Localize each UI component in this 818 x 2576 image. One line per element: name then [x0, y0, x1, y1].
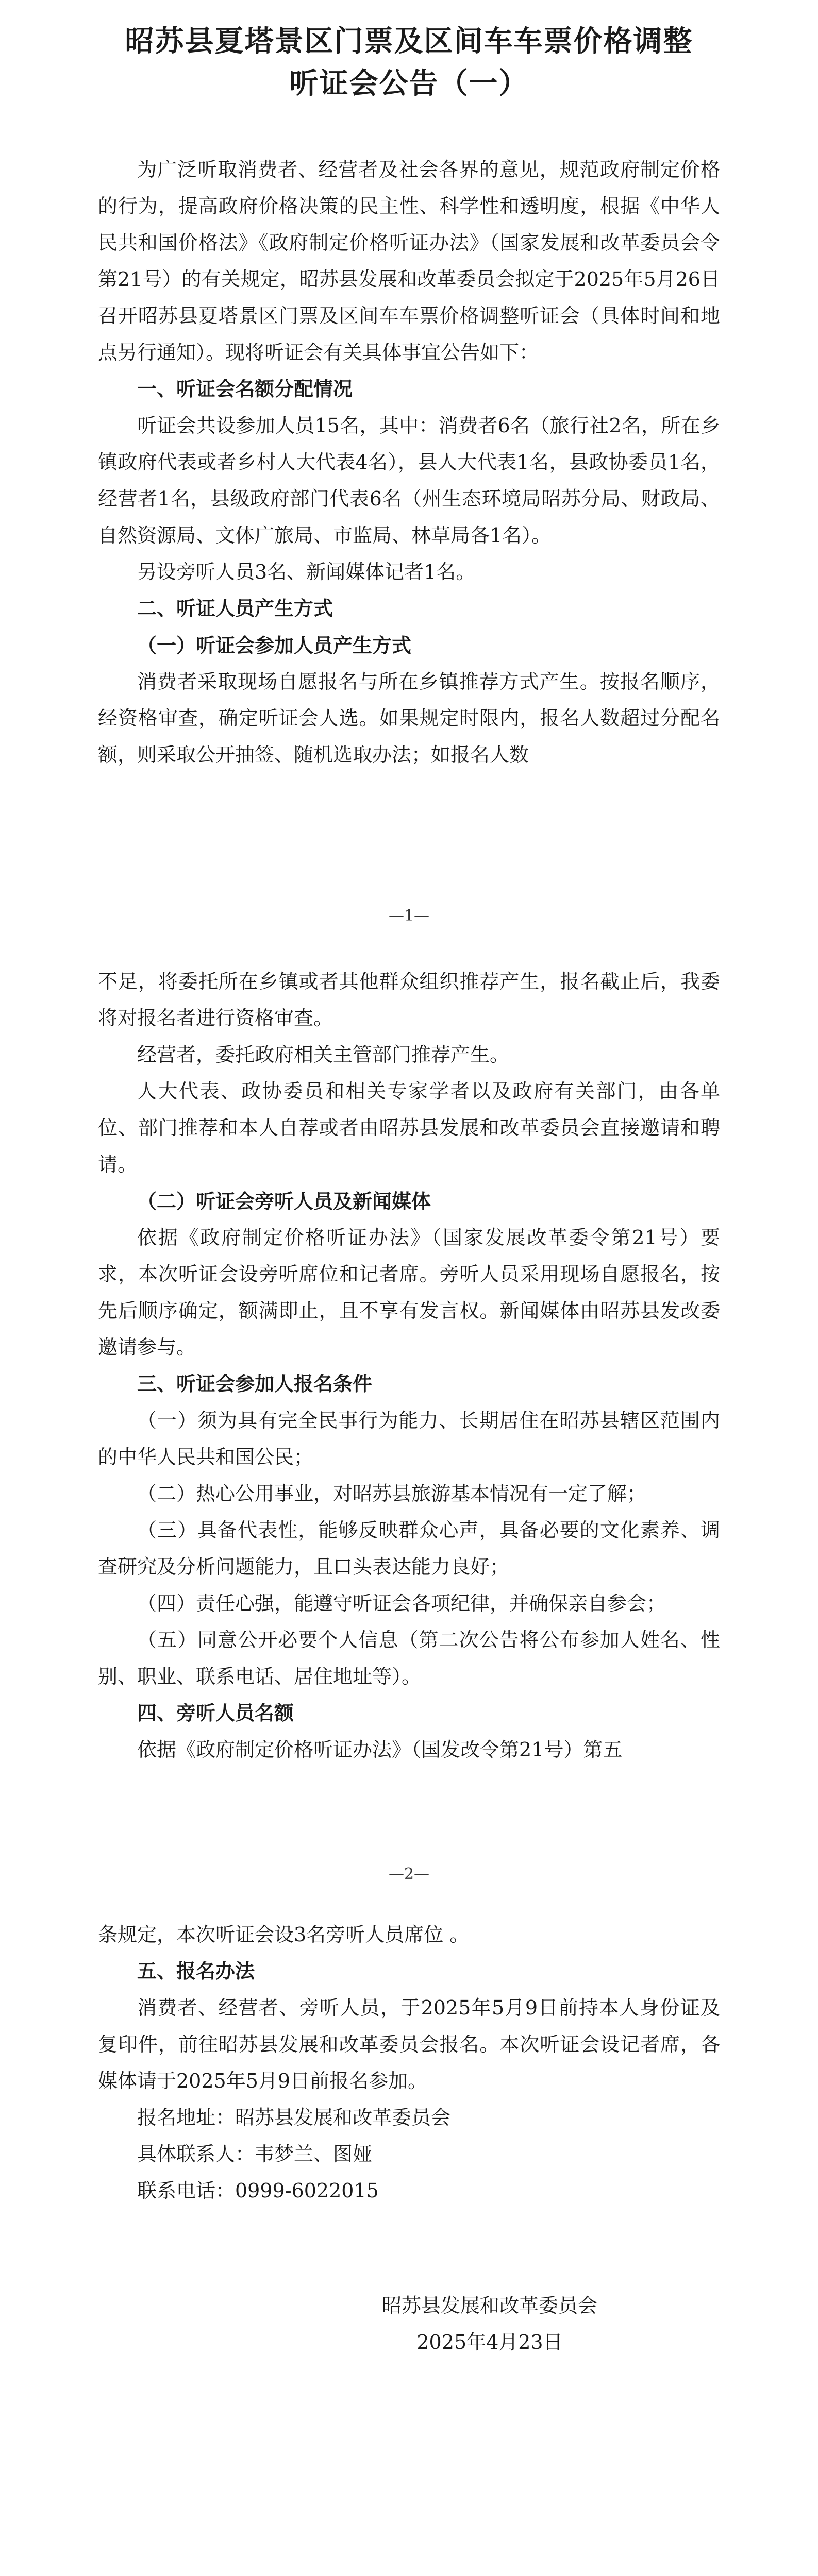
section-heading-5: 五、报名办法	[137, 1960, 255, 1982]
subsection-heading-2: （二）听证会旁听人员及新闻媒体	[137, 1190, 431, 1213]
quota-paragraph: 听证会共设参加人员15名，其中：消费者6名（旅行社2名，所在乡镇政府代表或者乡村人大代表4名），县人大代表1名，县政协委员1名，经营者1名，县级政府部门代表6名（州生态环境局昭苏分局、财政局、自然资源局、文体广旅局、市监局、林草局各1名）。	[98, 414, 720, 547]
contact-person: 具体联系人：韦梦兰、图娅	[137, 2143, 373, 2165]
condition-2: （二）热心公用事业，对昭苏县旅游基本情况有一定了解；	[137, 1482, 647, 1505]
observer-seat-paragraph: 条规定，本次听证会设3名旁听人员席位 。	[98, 1923, 470, 1946]
observer-quota-paragraph: 依据《政府制定价格听证办法》（国发改令第21号）第五	[137, 1738, 623, 1761]
media-paragraph: 依据《政府制定价格听证办法》（国家发展改革委令第21号）要求，本次听证会设旁听席位和记者席。旁听人员采用现场自愿报名，按先后顺序确定，额满即止，且不享有发言权。新闻媒体由昭苏县发改委邀请参与。	[98, 1226, 720, 1359]
section-heading-2: 二、听证人员产生方式	[137, 597, 333, 620]
condition-1: （一）须为具有完全民事行为能力、长期居住在昭苏县辖区范围内的中华人民共和国公民；	[98, 1409, 720, 1468]
page-1-content	[98, 21, 720, 773]
observer-paragraph: 另设旁听人员3名、新闻媒体记者1名。	[137, 561, 476, 583]
registration-address: 报名地址：昭苏县发展和改革委员会	[137, 2106, 451, 2129]
title-line-1: 昭苏县夏塔景区门票及区间车车票价格调整	[125, 25, 693, 58]
signature-block	[381, 2287, 598, 2361]
document-title	[98, 21, 720, 105]
operator-paragraph: 经营者，委托政府相关主管部门推荐产生。	[137, 1043, 510, 1066]
section-heading-3: 三、听证会参加人报名条件	[137, 1372, 373, 1395]
contact-phone: 联系电话：0999-6022015	[137, 2179, 379, 2202]
page-3-content	[98, 1917, 720, 2209]
page-number-2: —2—	[388, 1865, 430, 1883]
section-heading-1: 一、听证会名额分配情况	[137, 378, 353, 400]
issue-date: 2025年4月23日	[416, 2331, 563, 2353]
representatives-paragraph: 人大代表、政协委员和相关专家学者以及政府有关部门，由各单位、部门推荐和本人自荐或者由昭苏县发展和改革委员会直接邀请和聘请。	[98, 1080, 720, 1176]
page-1	[0, 0, 818, 953]
title-line-2: 听证会公告（一）	[289, 67, 529, 100]
selection-paragraph: 消费者采取现场自愿报名与所在乡镇推荐方式产生。按报名顺序，经资格审查，确定听证会人选。如果规定时限内，报名人数超过分配名额，则采取公开抽签、随机选取办法；如报名人数	[98, 670, 720, 766]
page-3	[0, 1906, 818, 2576]
registration-paragraph: 消费者、经营者、旁听人员，于2025年5月9日前持本人身份证及复印件，前往昭苏县发展和改革委员会报名。本次听证会设记者席，各媒体请于2025年5月9日前报名参加。	[98, 1996, 720, 2092]
section-heading-4: 四、旁听人员名额	[137, 1702, 294, 1724]
page-2	[0, 953, 818, 1906]
continuation-paragraph: 不足，将委托所在乡镇或者其他群众组织推荐产生，报名截止后，我委将对报名者进行资格审查。	[98, 970, 720, 1029]
page-2-content	[98, 963, 720, 1768]
condition-4: （四）责任心强，能遵守听证会各项纪律，并确保亲自参会；	[137, 1592, 666, 1615]
intro-paragraph: 为广泛听取消费者、经营者及社会各界的意见，规范政府制定价格的行为，提高政府价格决策的民主性、科学性和透明度，根据《中华人民共和国价格法》《政府制定价格听证办法》（国家发展和改革委员会令第21号）的有关规定，昭苏县发展和改革委员会拟定于2025年5月26日召开昭苏县夏塔景区门票及区间车车票价格调整听证会（具体时间和地点另行通知）。现将听证会有关具体事宜公告如下：	[98, 158, 720, 364]
condition-3: （三）具备代表性，能够反映群众心声，具备必要的文化素养、调查研究及分析问题能力，且口头表达能力良好；	[98, 1519, 720, 1578]
page-number-1: —1—	[388, 907, 430, 925]
condition-5: （五）同意公开必要个人信息（第二次公告将公布参加人姓名、性别、职业、联系电话、居住地址等）。	[98, 1629, 720, 1688]
subsection-heading-1: （一）听证会参加人员产生方式	[137, 634, 412, 657]
issuing-organization: 昭苏县发展和改革委员会	[381, 2294, 597, 2317]
